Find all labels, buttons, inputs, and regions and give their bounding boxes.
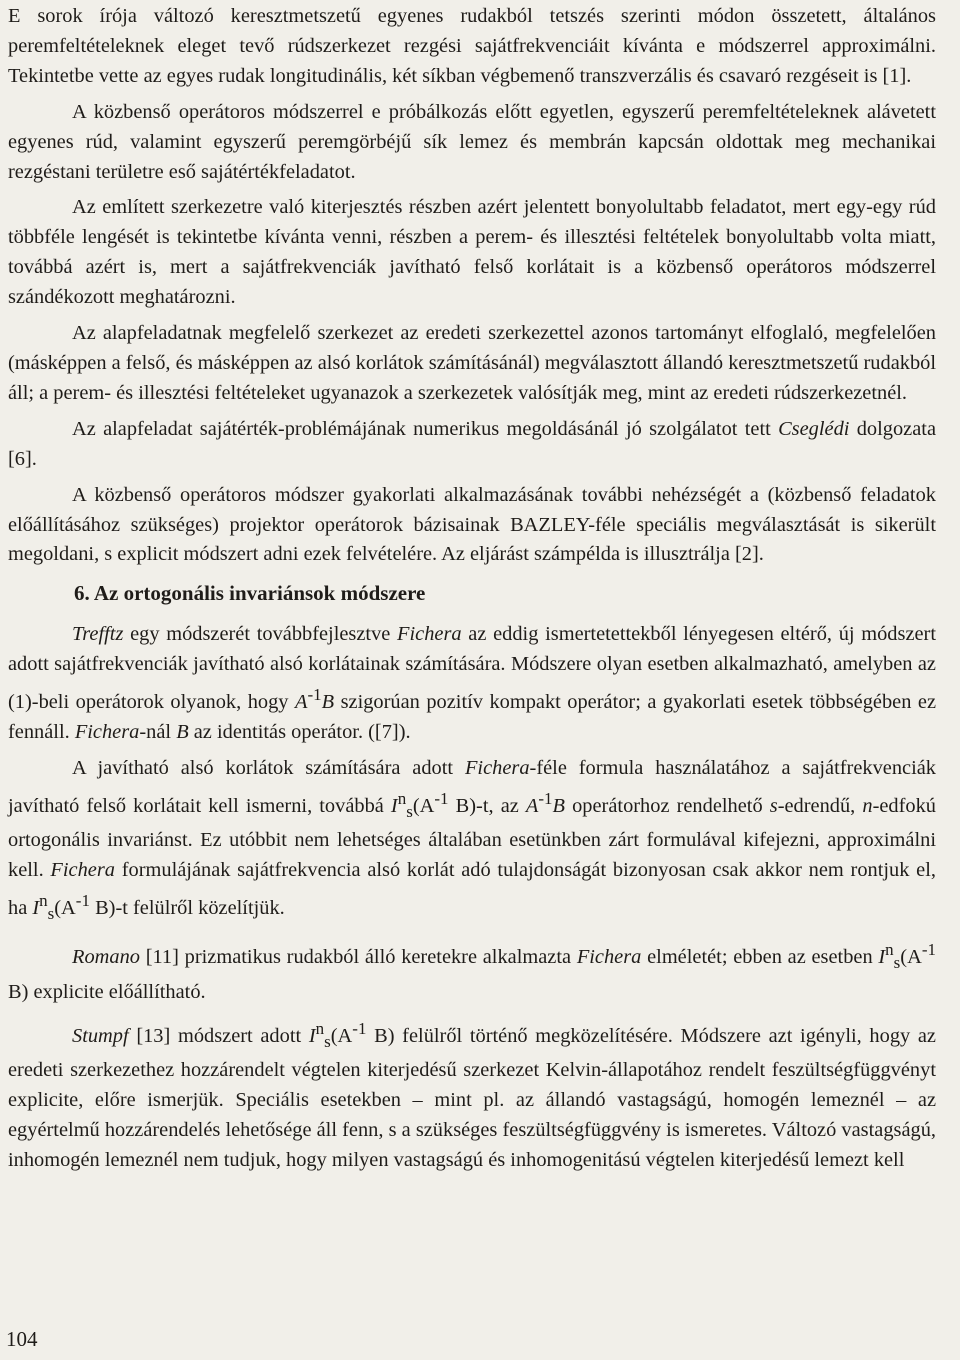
math-exponent: -1 — [307, 685, 322, 705]
paragraph-text: B)-t, az — [448, 794, 526, 817]
paragraph — [8, 620, 936, 747]
math-symbol: A — [294, 690, 308, 713]
author-name: Fichera — [464, 756, 530, 779]
math-exponent: n — [397, 788, 407, 808]
author-name: Cseglédi — [778, 417, 850, 440]
math-subscript: s — [324, 1031, 331, 1051]
math-text: (A — [900, 945, 922, 968]
math-subscript: s — [406, 801, 413, 821]
paragraph-text: B) felülről történő megközelítésére. Módszere azt igényli, hogy az eredeti szerkezethez hozzárendelt végtelen kiterjedésű szerkezet Kelvin-állapotához rendelt feszültségfüggvényt explicite, előre ismerjük. Speciális esetekben – mint pl. az állandó vastagságú, homogén lemeznél – az egyértelmű hozzárendelés lehetősége áll fenn, s a szükséges feszültségfüggvény is ismeretes. Változó vastagságú, inhomogén lemeznél nem tudjuk, hogy milyen vastagságú és inhomogenitású végtelen kiterjedésű lemezt kell — [8, 1024, 936, 1172]
paragraph: Az alapfeladatnak megfelelő szerkezet az eredeti szerkezettel azonos tartományt elfoglaló, megfelelően (másképpen a felső, és másképpen az alsó korlátok számításánál) megválasztott állandó keresztmetszetű rudakból áll; a perem- és illesztési feltételeket ugyanazok a szerkezetek valósítják meg, mint az eredeti rúdszerkezetnél. — [8, 322, 937, 404]
math-exponent: -1 — [538, 788, 553, 808]
math-symbol: A — [525, 794, 539, 817]
math-exponent: n — [885, 940, 894, 960]
paragraph-text: -nál — [139, 720, 177, 743]
paragraph: E sorok írója változó keresztmetszetű egyenes rudakból tetszés szerinti módon összetett, általános peremfeltételeknek eleget tevő rúdszerkezet rezgési sajátfrekvenciáit kívánta e módszerrel approximálni. Tekintetbe vette az egyes rudak longitudinális, két síkban végbemenő transzverzális és csavaró rezgéseit is [1]. — [8, 5, 936, 87]
paragraph — [8, 415, 936, 475]
paragraph-text: -féle formula használatához a sajátfrekvenciák javítható felső korlátait kell ismerni, továbbá — [8, 756, 936, 817]
math-text: (A — [330, 1024, 353, 1047]
math-exponent: n — [39, 891, 48, 911]
paragraph-text: [13] módszert adott — [128, 1024, 309, 1047]
math-symbol: I — [308, 1024, 316, 1047]
math-symbol: I — [878, 945, 886, 968]
math-exponent: n — [315, 1018, 325, 1038]
math-symbol: B — [176, 720, 189, 743]
paragraph: Az említett szerkezetre való kiterjesztés részben azért jelentett bonyolultabb feladatot, mert egy-egy rúd többféle lengését is tekintetbe kívánta venni, részben a perem- és illesztési feltételek bonyolultabb volta miatt, továbbá azért is, mert a sajátfrekvenciák javítható felső korlátait is a közbenső operátoros módszerrel szándékozott meghatározni. — [8, 196, 936, 309]
math-exponent: -1 — [434, 788, 449, 808]
author-name: Trefftz — [72, 623, 124, 646]
author-name: Fichera — [74, 720, 140, 743]
paragraph-text: A javítható alsó korlátok számítására adott — [72, 756, 465, 779]
author-name: Fichera — [50, 859, 115, 882]
paragraph-text: formulájának sajátfrekvencia alsó korlát adó tulajdonságát bizonyosan csak akkor nem rontjuk el, ha — [8, 859, 936, 920]
author-name: Fichera — [397, 623, 462, 646]
math-subscript: s — [893, 952, 901, 972]
paragraph-text: szigorúan pozitív kompakt operátor; a gyakorlati esetek többségében ez fennáll. — [8, 690, 936, 743]
author-name: Romano — [72, 945, 140, 968]
math-exponent: -1 — [921, 940, 936, 960]
math-symbol: B — [552, 794, 566, 817]
paragraph — [8, 1014, 936, 1176]
math-symbol: I — [390, 794, 398, 817]
math-text: (A — [412, 794, 435, 817]
paragraph-text: egy módszerét továbbfejlesztve — [123, 623, 398, 646]
paragraph-text: Az alapfeladat sajátérték-problémájának numerikus megoldásánál jó szolgálatot tett — [72, 417, 779, 440]
math-symbol: n — [862, 794, 873, 817]
math-symbol: B — [321, 690, 335, 713]
paragraph-text: B) explicite előállítható. — [8, 980, 206, 1003]
paragraph-text: dolgozata [6]. — [8, 417, 936, 470]
paragraph-text: -edfokú ortogonális invariánst. Ez utóbbit nem lehetséges általában esetünkben zárt formulával kifejezni, approximálni kell. — [8, 794, 936, 882]
paragraph: A közbenső operátoros módszer gyakorlati alkalmazásának további nehézségét a (közbenső feladatok előállításához szükséges) projektor operátorok bázisainak BAZLEY-féle speciális megválasztását is sikerült megoldani, s explicit módszert adni ezek felvételére. Az eljárást számpélda is illusztrálja [2]. — [8, 483, 936, 566]
paragraph-text: [11] prizmatikus rudakból álló keretekre alkalmazta — [139, 945, 577, 968]
paragraph — [8, 754, 936, 929]
paragraph — [8, 935, 936, 1008]
author-name: Fichera — [576, 945, 642, 968]
math-subscript: s — [47, 904, 55, 924]
paragraph-text: operátorhoz rendelhető — [565, 794, 770, 817]
paragraph: A közbenső operátoros módszerrel e próbálkozás előtt egyetlen, egyszerű peremfeltételeknek alávetett egyenes rúd, valamint egyszerű peremgörbéjű sík lemez és membrán kapcsán oldottak meg mechanikai rezgéstani területre eső sajátértékfeladatot. — [8, 100, 936, 183]
body-text — [8, 2, 936, 1176]
paragraph-text: az eddig ismertetettekből lényegesen eltérő, új módszert adott sajátfrekvenciák javítható alsó korlátainak számítására. Módszere olyan esetben alkalmazható, amelyben az (1)-beli operátorok olyanok, hogy — [8, 623, 936, 713]
math-symbol: s — [769, 794, 778, 817]
math-exponent: -1 — [352, 1018, 367, 1038]
paragraph-text: elméletét; ebben az esetben — [641, 945, 879, 968]
math-exponent: -1 — [75, 891, 90, 911]
paragraph-text: B)-t felülről közelítjük. — [89, 897, 285, 920]
paragraph-text: az identitás operátor. ([7]). — [188, 720, 411, 743]
math-symbol: I — [32, 897, 40, 920]
page-number: 104 — [6, 1327, 38, 1351]
section-heading: 6. Az ortogonális invariánsok módszere — [74, 581, 426, 606]
math-text: (A — [54, 897, 76, 920]
author-name: Stumpf — [72, 1024, 129, 1047]
paragraph-text: -edrendű, — [777, 794, 863, 817]
